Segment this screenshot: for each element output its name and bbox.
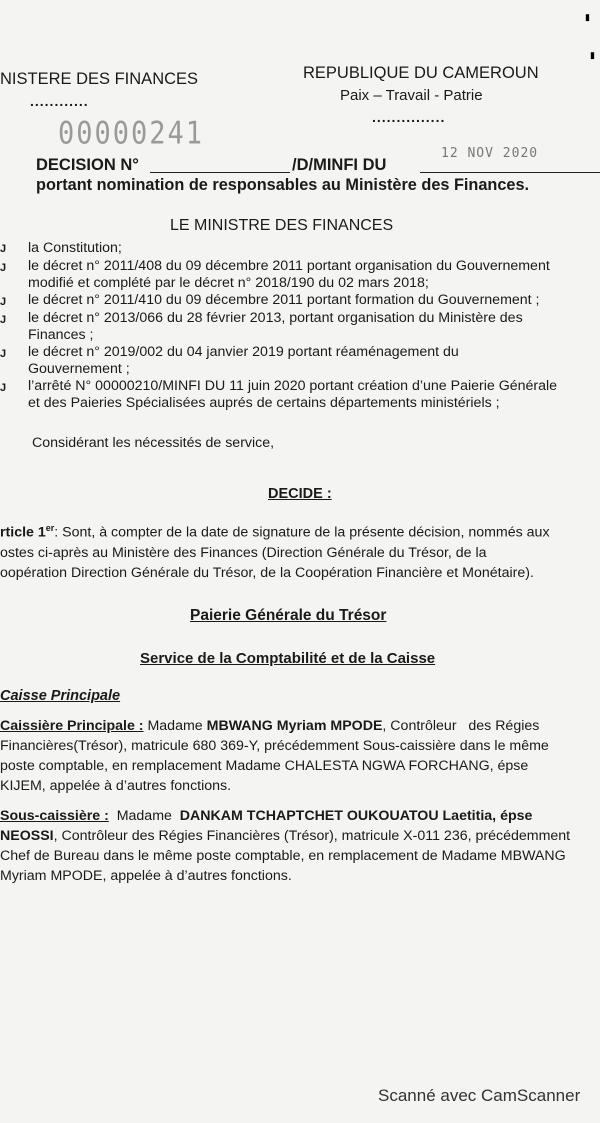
article-1-line: oopération Direction Générale du Trésor, de la Coopération Financière et Monétaire). [0,564,534,581]
visa-line: Gouvernement ; [28,361,130,377]
souscaissiere-name: DANKAM TCHAPTCHET OUKOUATOU Laetitia, épse [179,808,533,824]
decision-middle: /D/MINFI DU [292,156,387,174]
visa-line: Finances ; [28,327,94,343]
decision-subtitle: portant nomination de responsables au Ministère des Finances. [36,176,530,194]
visa-bullet: J [0,348,7,360]
visa-line: et des Paieries Spécialisées auprés de certains départements ministériels ; [28,395,500,411]
souscaissiere-pre: Madame [108,808,180,824]
caisse-title: Caisse Principale [0,688,121,704]
republic-dots: ............... [372,109,446,125]
decide-heading: DECIDE : [268,486,332,502]
article-1-line: : Sont, à compter de la date de signature de la présente décision, nommés aux [54,524,550,541]
visa-line: le décret n° 2019/002 du 04 janvier 2019 portant réaménagement du [28,344,459,360]
article-1-label: rticle 1 [0,524,46,541]
visa-bullet: J [0,382,7,394]
visa-line: l’arrêté N° 00000210/MINFI DU 11 juin 2020 portant création d’une Paierie Générale [28,378,558,394]
scanner-footer: Scanné avec CamScanner [378,1086,581,1105]
visa-bullet: J [0,243,7,255]
caissiere-line: poste comptable, en remplacement Madame CHALESTA NGWA FORCHANG, épse [0,758,529,774]
considerant-text: Considérant les nécessités de service, [32,435,275,451]
caissiere-role: Caissière Principale : [0,718,144,734]
souscaissiere-paragraph [0,806,600,886]
decision-number-stamp: 00000241 [58,116,205,152]
souscaissiere-line: Chef de Bureau dans le même poste comptable, en remplacement de Madame MBWANG [0,848,566,864]
scan-mark: ▮ [590,50,595,60]
visa-line: modifié et complété par le décret n° 2018/190 du 02 mars 2018; [28,275,429,291]
date-stamp: 12 NOV 2020 [441,146,539,161]
republic-header: REPUBLIQUE DU CAMEROUN [303,64,539,82]
visa-line: la Constitution; [28,240,122,256]
minister-title: LE MINISTRE DES FINANCES [170,217,394,234]
scan-mark: ▮ [585,12,590,22]
article-1-line: ostes ci-après au Ministère des Finances (Direction Générale du Trésor, de la [0,544,487,561]
visa-bullet: J [0,314,7,326]
article-1-sup: er [45,523,55,533]
subsection-title: Service de la Comptabilité et de la Caisse [140,650,436,667]
caissiere-line: KIJEM, appelée à d’autres fonctions. [0,778,232,794]
souscaissiere-line: , Contrôleur des Régies Financières (Trésor), matricule X-011 236, précédemment [53,828,571,844]
visa-line: le décret n° 2011/410 du 09 décembre 2011 portant formation du Gouvernement ; [28,292,540,308]
decision-number-line [150,172,290,173]
visa-line: le décret n° 2011/408 du 09 décembre 2011 portant organisation du Gouvernement [28,258,550,274]
souscaissiere-name-cont: NEOSSI [0,828,54,844]
visa-bullet: J [0,262,7,274]
section-title: Paierie Générale du Trésor [190,607,387,624]
ministry-dots: ............ [30,93,89,109]
article-1 [0,518,600,583]
caissiere-line: Financières(Trésor), matricule 680 369-Y, précédemment Sous-caissière dans le même [0,738,549,754]
caissiere-pre: Madame [143,718,207,734]
visa-bullet: J [0,296,7,308]
souscaissiere-role: Sous-caissière : [0,808,109,824]
caissiere-paragraph [0,716,600,796]
souscaissiere-line: Myriam MPODE, appelée à d’autres fonctions. [0,868,292,884]
caissiere-name: MBWANG Myriam MPODE [206,718,383,734]
republic-motto: Paix – Travail - Patrie [340,87,483,104]
visa-line: le décret n° 2013/066 du 28 février 2013, portant organisation du Ministère des [28,310,523,326]
decision-date-line [420,172,600,173]
ministry-header: NISTERE DES FINANCES [0,70,199,88]
caissiere-post: , Contrôleur des Régies [382,718,540,734]
decision-prefix: DECISION N° [36,156,139,174]
